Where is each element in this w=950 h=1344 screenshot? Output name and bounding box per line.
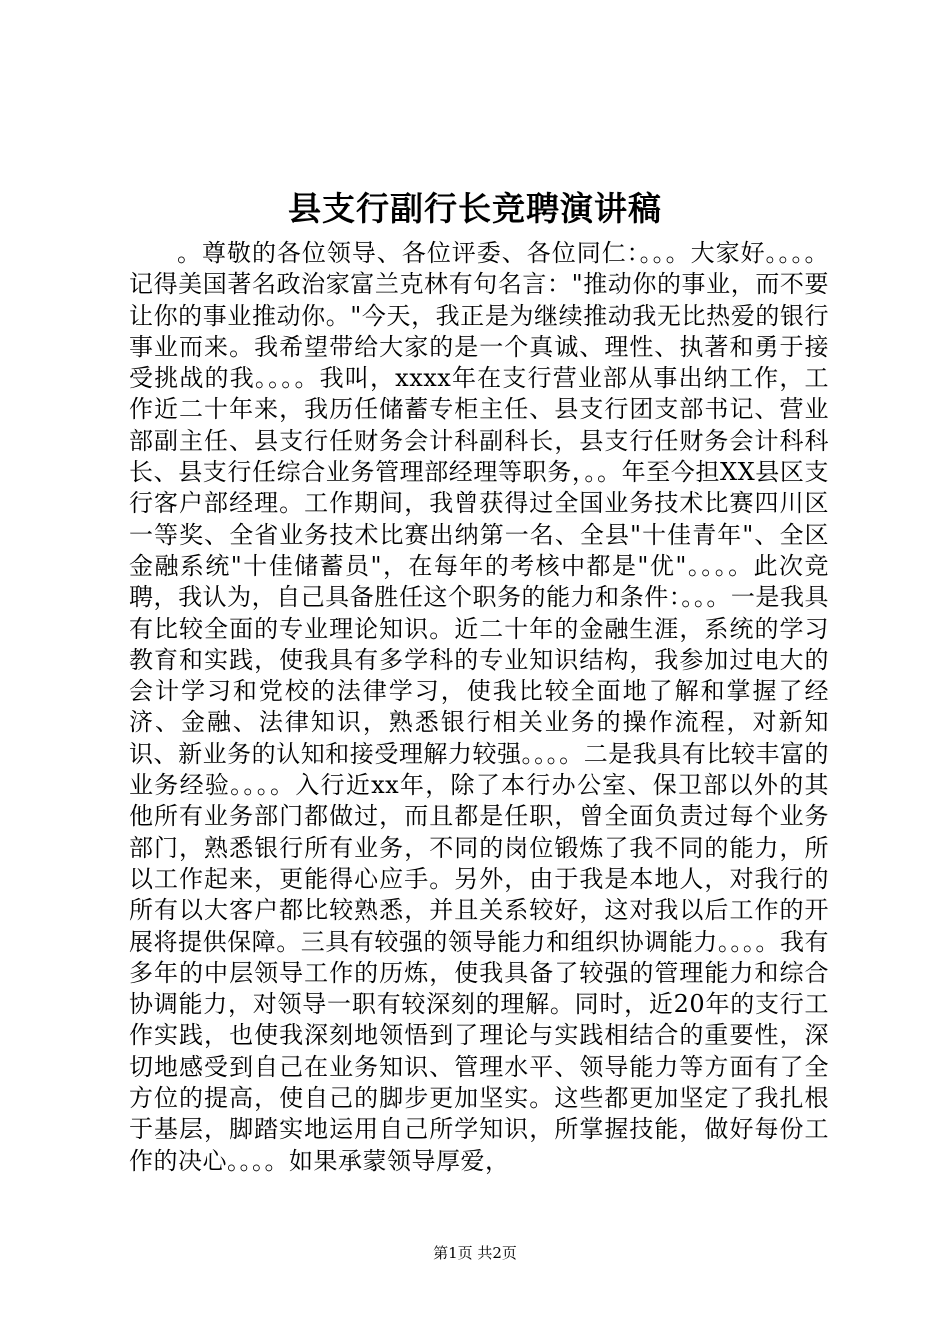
document-title: 县支行副行长竞聘演讲稿 <box>288 189 662 228</box>
page-number-footer: 第1页 共2页 <box>433 1244 517 1262</box>
document-body-text: 。尊敬的各位领导、各位评委、各位同仁：。。。大家好。。。。记得美国著名政治家富兰克林有句名言："推动你的事业，而不要让你的事业推动你。"今天，我正是为继续推动我无比热爱的银行事业而来。我希望带给大家的是一个真诚、理性、执著和勇于接受挑战的我。。。。我叫，xxxx年在支行营业部从事出纳工作，工作近二十年来，我历任储蓄专柜主任、县支行团支部书记、营业部副主任、县支行任财务会计科副科长，县支行任财务会计科科长、县支行任综合业务管理部经理等职务，。。年至今担XX县区支行客户部经理。工作期间，我曾获得过全国业务技术比赛四川区一等奖、全省业务技术比赛出纳第一名、全县"十佳青年"、全区金融系统"十佳储蓄员"，在每年的考核中都是"优"。。。。此次竞聘，我认为，自己具备胜任这个职务的能力和条件：。。。一是我具有比较全面的专业理论知识。近二十年的金融生涯，系统的学习教育和实践，使我具有多学科的专业知识结构，我参加过电大的会计学习和党校的法律学习，使我比较全面地了解和掌握了经济、金融、法律知识，熟悉银行相关业务的操作流程，对新知识、新业务的认知和接受理解力较强。。。。二是我具有比较丰富的业务经验。。。。入行近xx年，除了本行办公室、保卫部以外的其他所有业务部门都做过，而且都是任职，曾全面负责过每个业务部门，熟悉银行所有业务，不同的岗位锻炼了我不同的能力，所以工作起来，更能得心应手。另外，由于我是本地人，对我行的所有以大客户都比较熟悉，并且关系较好，这对我以后工作的开展将提供保障。三具有较强的领导能力和组织协调能力。。。。我有多年的中层领导工作的历炼，使我具备了较强的管理能力和综合协调能力，对领导一职有较深刻的理解。同时，近20年的支行工作实践，也使我深刻地领悟到了理论与实践相结合的重要性，深切地感受到自己在业务知识、管理水平、领导能力等方面有了全方位的提高，使自己的脚步更加坚实。这些都更加坚定了我扎根于基层，脚踏实地运用自己所学知识，所掌握技能，做好每份工作的决心。。。。如果承蒙领导厚爱， <box>129 239 829 1175</box>
